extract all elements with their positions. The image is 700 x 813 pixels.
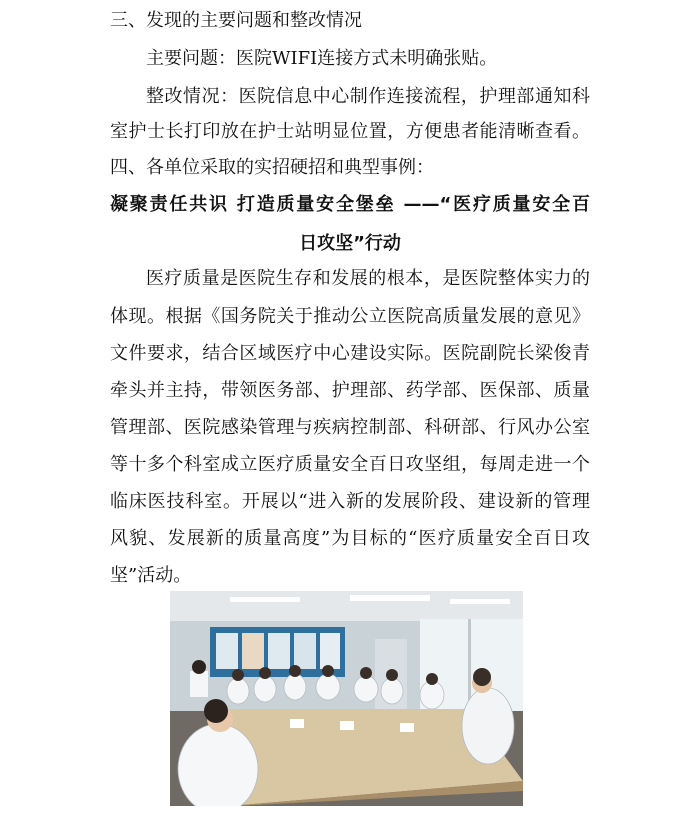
body-line: 医疗质量是医院生存和发展的根本，是医院整体实力的 xyxy=(146,268,590,289)
rectify-text-line-2: 室护士长打印放在护士站明显位置，方便患者能清晰查看。 xyxy=(110,121,590,142)
article-title-line-2: 日攻坚”行动 xyxy=(299,233,401,254)
body-line: 牵头并主持，带领医务部、护理部、药学部、医保部、质量 xyxy=(110,380,590,401)
meeting-photo xyxy=(170,591,523,806)
article-title-line-1: 凝聚责任共识 打造质量安全堡垒 ——“医疗质量安全百 xyxy=(110,194,590,215)
body-line: 坚”活动。 xyxy=(110,565,192,586)
body-line: 风貌、发展新的质量高度”为目标的“医疗质量安全百日攻 xyxy=(110,528,590,549)
rectify-text-line-1: 整改情况：医院信息中心制作连接流程，护理部通知科 xyxy=(146,86,590,107)
section-4-heading: 四、各单位采取的实招硬招和典型事例： xyxy=(110,157,434,178)
body-line: 体现。根据《国务院关于推动公立医院高质量发展的意见》 xyxy=(110,306,590,327)
body-line: 管理部、医院感染管理与疾病控制部、科研部、行风办公室 xyxy=(110,417,590,438)
body-line: 文件要求，结合区域医疗中心建设实际。医院副院长梁俊青 xyxy=(110,343,590,364)
body-line: 临床医技科室。开展以“进入新的发展阶段、建设新的管理 xyxy=(110,491,590,512)
body-line: 等十多个科室成立医疗质量安全百日攻坚组，每周走进一个 xyxy=(110,454,590,475)
problem-text: 主要问题：医院WIFI连接方式未明确张贴。 xyxy=(146,48,498,69)
section-3-heading: 三、发现的主要问题和整改情况 xyxy=(110,10,362,31)
